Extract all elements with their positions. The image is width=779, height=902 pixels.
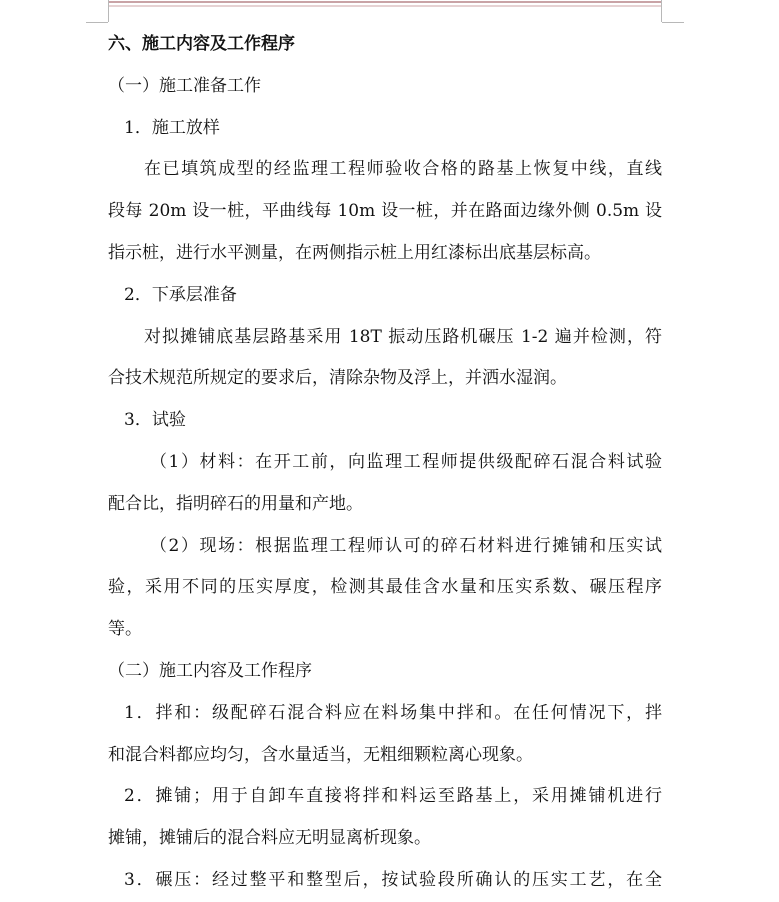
crop-mark-right-h [662, 22, 684, 23]
paragraph-line: （2）现场：根据监理工程师认可的碎石材料进行摊铺和压实试 [150, 535, 662, 556]
item-1-title: 1．施工放样 [124, 117, 220, 138]
paragraph-line: 配合比，指明碎石的用量和产地。 [108, 493, 363, 514]
paragraph-line: 指示桩，进行水平测量，在两侧指示桩上用红漆标出底基层标高。 [108, 242, 601, 263]
crop-mark-right [661, 0, 662, 22]
section-heading: 六、施工内容及工作程序 [108, 34, 295, 54]
paragraph-line: 对拟摊铺底基层路基采用 18T 振动压路机碾压 1-2 遍并检测，符 [144, 326, 662, 347]
subsection-title-2: （二）施工内容及工作程序 [108, 660, 312, 681]
paragraph-line: 在已填筑成型的经监理工程师验收合格的路基上恢复中线，直线 [144, 159, 662, 180]
page-top-border [108, 0, 661, 8]
paragraph-line: 2．摊铺；用于自卸车直接将拌和料运至路基上，采用摊铺机进行 [124, 786, 662, 807]
paragraph-line: 和混合料都应均匀，含水量适当，无粗细颗粒离心现象。 [108, 744, 533, 765]
crop-mark-left-h [86, 22, 108, 23]
paragraph-line-cut: 3．碾压：经过整平和整型后，按试验段所确认的压实工艺，在全 [124, 869, 662, 890]
paragraph-line: 摊铺，摊铺后的混合料应无明显离析现象。 [108, 828, 431, 849]
item-3-title: 3．试验 [124, 410, 186, 431]
paragraph-line: 段每 20m 设一桩，平曲线每 10m 设一桩，并在路面边缘外侧 0.5m 设 [108, 201, 662, 222]
document-body [108, 24, 662, 902]
paragraph-line: 验，采用不同的压实厚度，检测其最佳含水量和压实系数、碾压程序 [108, 577, 662, 598]
crop-mark-left [108, 0, 109, 22]
paragraph-line: （1）材料：在开工前，向监理工程师提供级配碎石混合料试验 [150, 451, 662, 472]
item-2-title: 2．下承层准备 [124, 284, 237, 305]
subsection-title-1: （一）施工准备工作 [108, 75, 261, 96]
paragraph-line: 合技术规范所规定的要求后，清除杂物及浮上，并洒水湿润。 [108, 368, 567, 389]
paragraph-line: 等。 [108, 619, 142, 640]
paragraph-line: 1．拌和：级配碎石混合料应在料场集中拌和。在任何情况下，拌 [124, 702, 662, 723]
